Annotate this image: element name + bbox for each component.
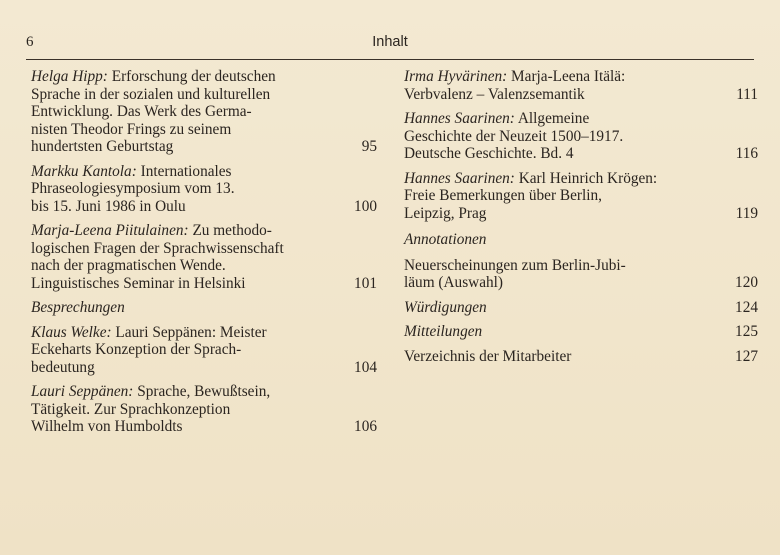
entry-title: Wilhelm von Humboldts — [31, 418, 183, 435]
toc-line — [31, 138, 377, 156]
entry-title: Neuerscheinungen zum Berlin-Jubi- — [404, 256, 626, 274]
toc-line — [31, 222, 377, 240]
entry-title: nisten Theodor Frings zu seinem — [31, 120, 232, 138]
entry-page-number: 95 — [361, 138, 377, 155]
toc-line — [31, 383, 377, 401]
entry-page-number: 116 — [735, 145, 758, 162]
toc-line — [404, 187, 758, 205]
section-heading-besprechungen: Besprechungen — [31, 299, 125, 316]
entry-title: Internationales — [136, 162, 232, 180]
toc-line — [31, 257, 377, 275]
entry-title: Allgemeine — [514, 110, 590, 127]
entry-page-number: 106 — [354, 418, 377, 435]
entry-page-number: 119 — [735, 204, 758, 222]
entry-title: Lauri Seppänen: Meister — [111, 323, 267, 341]
toc-line — [31, 86, 377, 104]
entry-title: Entwicklung. Das Werk des Germa- — [31, 103, 252, 120]
entry-author: Irma Hyvärinen: — [404, 68, 508, 85]
entry-page-number: 120 — [735, 274, 758, 291]
page-header — [26, 34, 754, 54]
toc-left-column — [31, 68, 377, 443]
section-heading-annotationen: Annotationen — [404, 231, 487, 248]
toc-line — [404, 257, 758, 275]
entry-title: Verbvalenz – Valenzsemantik — [404, 85, 585, 103]
toc-line — [404, 110, 758, 128]
toc-line — [31, 341, 377, 359]
toc-line — [404, 299, 758, 317]
toc-entry — [31, 222, 377, 292]
toc-line — [31, 275, 377, 293]
toc-entry-verzeichnis — [404, 348, 758, 366]
entry-page-number: 127 — [735, 347, 758, 365]
entry-author: Hannes Saarinen: — [404, 169, 515, 187]
toc-line — [31, 359, 377, 377]
entry-title: Leipzig, Prag — [404, 204, 487, 222]
toc-line — [404, 170, 758, 188]
entry-title: Sprache in der sozialen und kulturellen — [31, 85, 271, 103]
entry-title: bis 15. Juni 1986 in Oulu — [31, 197, 186, 215]
toc-line — [31, 418, 377, 436]
toc-line — [404, 128, 758, 146]
entry-title: hundertsten Geburtstag — [31, 138, 174, 155]
entry-title: Marja-Leena Itälä: — [507, 68, 626, 85]
toc-entry — [31, 163, 377, 216]
entry-page-number: 124 — [735, 298, 758, 316]
toc-entry — [404, 170, 758, 223]
running-title: Inhalt — [372, 34, 408, 50]
entry-page-number: 125 — [735, 323, 758, 340]
section-title: Verzeichnis der Mitarbeiter — [404, 347, 572, 365]
toc-line — [31, 180, 377, 198]
entry-page-number: 100 — [354, 197, 377, 215]
entry-title: Eckeharts Konzeption der Sprach- — [31, 341, 242, 358]
entry-title: Erforschung der deutschen — [107, 68, 276, 85]
toc-right-column — [404, 68, 758, 372]
section-title: Würdigungen — [404, 298, 487, 316]
toc-entry-wuerdigungen — [404, 299, 758, 317]
toc-line — [404, 348, 758, 366]
entry-title: Zu methodo- — [188, 222, 272, 239]
toc-line — [31, 103, 377, 121]
toc-line — [404, 145, 758, 163]
entry-title: läum (Auswahl) — [404, 274, 503, 291]
entry-title: Tätigkeit. Zur Sprachkonzeption — [31, 400, 231, 418]
entry-title: Freie Bemerkungen über Berlin, — [404, 187, 602, 204]
toc-line — [404, 68, 758, 86]
toc-line — [31, 68, 377, 86]
entry-page-number: 101 — [354, 274, 377, 292]
section-title: Mitteilungen — [404, 323, 483, 340]
entry-title: nach der pragmatischen Wende. — [31, 257, 226, 274]
entry-author: Marja-Leena Piitulainen: — [31, 222, 189, 239]
toc-line — [404, 205, 758, 223]
toc-entry — [404, 257, 758, 292]
entry-author: Markku Kantola: — [31, 162, 137, 180]
toc-line — [31, 163, 377, 181]
entry-title: logischen Fragen der Sprachwissenschaft — [31, 239, 284, 257]
toc-entry — [31, 383, 377, 436]
entry-title: Linguistisches Seminar in Helsinki — [31, 274, 246, 292]
toc-line — [31, 324, 377, 342]
entry-title: Geschichte der Neuzeit 1500–1917. — [404, 127, 624, 145]
entry-author: Hannes Saarinen: — [404, 110, 515, 127]
entry-title: Karl Heinrich Krögen: — [514, 169, 658, 187]
toc-line — [31, 121, 377, 139]
entry-title: Sprache, Bewußtsein, — [133, 383, 271, 400]
toc-entry — [31, 324, 377, 377]
entry-author: Klaus Welke: — [31, 323, 112, 341]
entry-author: Lauri Seppänen: — [31, 383, 134, 400]
toc-line — [404, 86, 758, 104]
toc-line — [404, 274, 758, 292]
toc-entry-mitteilungen — [404, 323, 758, 341]
toc-line — [31, 401, 377, 419]
entry-title: bedeutung — [31, 358, 95, 376]
entry-author: Helga Hipp: — [31, 68, 108, 85]
toc-line — [31, 198, 377, 216]
entry-page-number: 104 — [354, 358, 377, 376]
toc-entry — [404, 110, 758, 163]
page-number: 6 — [26, 34, 34, 50]
entry-title: Deutsche Geschichte. Bd. 4 — [404, 145, 574, 162]
header-rule — [26, 59, 754, 60]
entry-title: Phraseologiesymposium vom 13. — [31, 180, 235, 197]
toc-entry — [404, 68, 758, 103]
toc-entry — [31, 68, 377, 156]
toc-line — [404, 323, 758, 341]
toc-line — [31, 240, 377, 258]
entry-page-number: 111 — [736, 85, 758, 103]
